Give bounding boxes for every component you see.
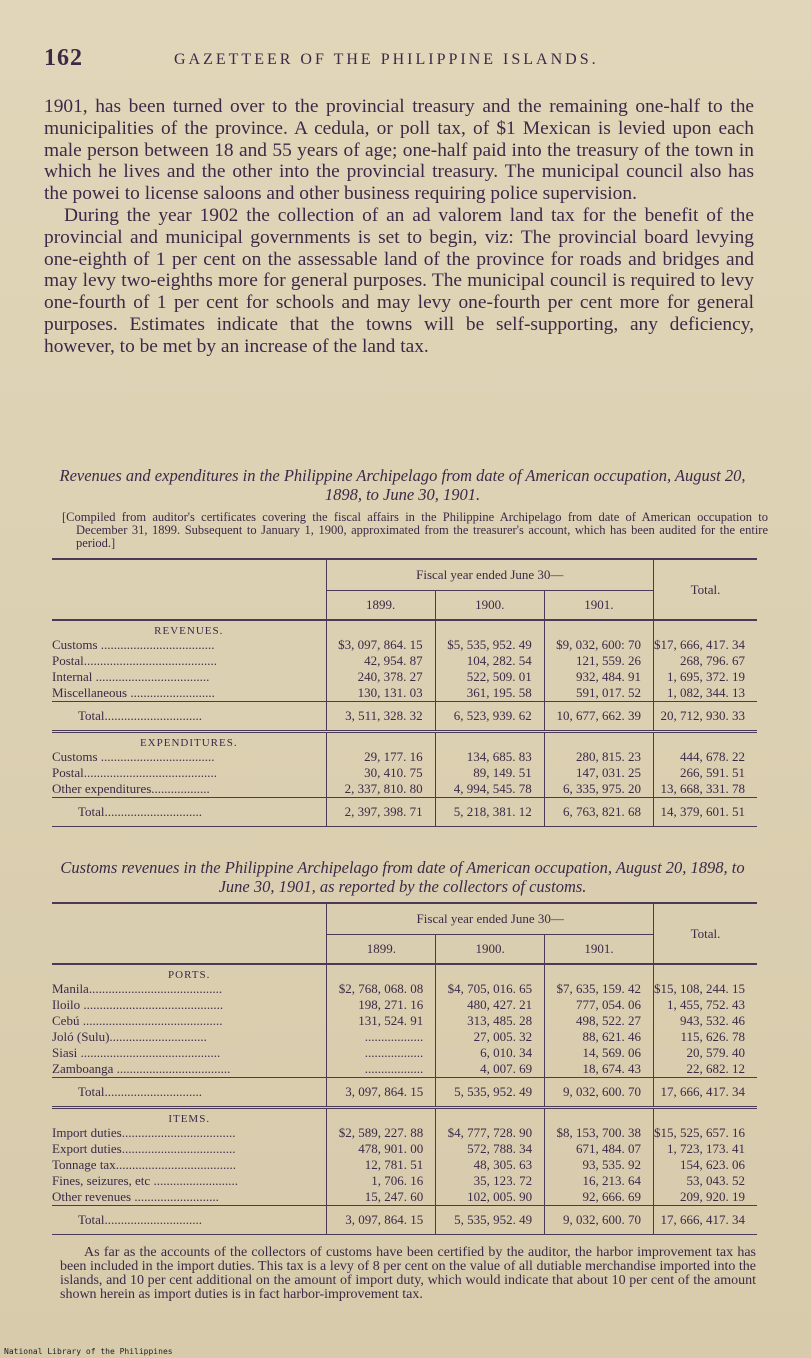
table-row: Joló (Sulu).............................. .................. 27, 005. 32 88, 621. 46 115, 626. 78 (52, 1029, 757, 1045)
table-row: Customs ................................... $3, 097, 864. 15 $5, 535, 952. 49 $9, 032, 600: 70 $17, 666, 417. 34 (52, 637, 757, 653)
table2-group-header: Fiscal year ended June 30— (327, 904, 654, 935)
table2-col-1901: 1901. (545, 935, 654, 965)
table-total-row: Total.............................. 3, 097, 864. 15 5, 535, 952. 49 9, 032, 600. 70 17, 666, 417. 34 (52, 1078, 757, 1108)
table-row: Other revenues .......................... 15, 247. 60 102, 005. 90 92, 666. 69 209, 920. 19 (52, 1189, 757, 1206)
running-header (44, 45, 791, 75)
table1-col-1901: 1901. (544, 591, 653, 621)
table1-note: [Compiled from auditor's certificates covering the fiscal affairs in the Philippine Archipelago from date of American occupation to December 31, 1899. Subsequent to January 1, 1900, approximated from the treasurer's account, which has been audited for the entire period.] (62, 510, 768, 550)
table2-col-1900: 1900. (436, 935, 545, 965)
body-text (44, 96, 754, 358)
table1-col-1899: 1899. (326, 591, 435, 621)
paragraph-1: 1901, has been turned over to the provincial treasury and the remaining one-half to the municipalities of the province. A cedula, or poll tax, of $1 Mexican is levied upon each male person between 18 and 55 years of age; one-half paid into the treasury of the town in which he lives and the other into the provincial treasury. The municipal council also has the powei to license saloons and other business requiring police supervision. (44, 96, 754, 205)
table-row: Internal ................................... 240, 378. 27 522, 509. 01 932, 484. 91 1, 695, 372. 19 (52, 669, 757, 685)
table-total-row: Total.............................. 3, 097, 864. 15 5, 535, 952. 49 9, 032, 600. 70 17, 666, 417. 34 (52, 1206, 757, 1235)
table2-col-1899: 1899. (327, 935, 436, 965)
table-row: Miscellaneous .......................... 130, 131. 03 361, 195. 58 591, 017. 52 1, 082, 344. 13 (52, 685, 757, 702)
running-title: GAZETTEER OF THE PHILIPPINE ISLANDS. (174, 51, 599, 68)
table-row: Tonnage tax..................................... 12, 781. 51 48, 305. 63 93, 535. 92 154, 623. 06 (52, 1157, 757, 1173)
table-row: Siasi ........................................... .................. 6, 010. 34 14, 569. 06 20, 579. 40 (52, 1045, 757, 1061)
table-row: Fines, seizures, etc .......................... 1, 706. 16 35, 123. 72 16, 213. 64 53, 043. 52 (52, 1173, 757, 1189)
table-row: Postal......................................... 30, 410. 75 89, 149. 51 147, 031. 25 266, 591. 51 (52, 765, 757, 781)
section-title-revenues: REVENUES. (154, 625, 224, 637)
table2-total-header: Total. (654, 904, 758, 964)
table-total-row: Total.............................. 3, 511, 328. 32 6, 523, 939. 62 10, 677, 662. 39 20, 712, 930. 33 (52, 702, 757, 732)
table-row: Export duties................................... 478, 901. 00 572, 788. 34 671, 484. 07 1, 723, 173. 41 (52, 1141, 757, 1157)
section-title-items: ITEMS. (168, 1113, 211, 1125)
revenues-expenditures-table (52, 558, 757, 827)
paragraph-2: During the year 1902 the collection of an ad valorem land tax for the benefit of the provincial and municipal governments is set to begin, viz: The provincial board levying one-eighth of 1 per cent on the assessable land of the province for roads and bridges and may levy two-eighths more for general purposes. The municipal council is required to levy one-fourth of 1 per cent for schools and may levy one-fourth per cent more for general purposes. Estimates indicate that the towns will be self-supporting, any deficiency, however, to be met by an increase of the land tax. (44, 204, 754, 357)
table-row: Cebú ........................................... 131, 524. 91 313, 485. 28 498, 522. 27 943, 532. 46 (52, 1013, 757, 1029)
table2-caption: Customs revenues in the Philippine Archipelago from date of American occupation, August 20, 1898, to June 30, 1901, as reported by the collectors of customs. (60, 858, 745, 896)
table-row: Import duties................................... $2, 589, 227. 88 $4, 777, 728. 90 $8, 153, 700. 38 $15, 525, 657. 16 (52, 1125, 757, 1141)
table-row: Manila......................................... $2, 768, 068. 08 $4, 705, 016. 65 $7, 635, 159. 42 $15, 108, 244. 15 (52, 981, 757, 997)
customs-revenues-table (52, 902, 757, 1235)
footnote: As far as the accounts of the collectors of customs have been certified by the auditor, the harbor improvement tax has been included in the import duties. This tax is a levy of 8 per cent on the value of all dutiable merchandise imported into the islands, and 10 per cent additional on the amount of import duty, which would indicate that about 10 per cent of the amount shown herein as import duties is in fact harbor-improvement tax. (60, 1245, 756, 1302)
section-title-ports: PORTS. (168, 969, 211, 981)
table1-total-header: Total. (654, 560, 758, 620)
table1-group-header: Fiscal year ended June 30— (326, 560, 653, 591)
table1-col-1900: 1900. (435, 591, 544, 621)
table-row: Postal......................................... 42, 954. 87 104, 282. 54 121, 559. 26 268, 796. 67 (52, 653, 757, 669)
section-title-expenditures: EXPENDITURES. (139, 737, 238, 749)
table-row: Customs ................................... 29, 177. 16 134, 685. 83 280, 815. 23 444, 678. 22 (52, 749, 757, 765)
table-row: Zamboanga ................................... .................. 4, 007. 69 18, 674. 43 22, 682. 12 (52, 1061, 757, 1078)
table-row: Other expenditures.................. 2, 337, 810. 80 4, 994, 545. 78 6, 335, 975. 20 13, 668, 331. 78 (52, 781, 757, 798)
table-total-row: Total.............................. 2, 397, 398. 71 5, 218, 381. 12 6, 763, 821. 68 14, 379, 601. 51 (52, 798, 757, 827)
table1-caption: Revenues and expenditures in the Philippine Archipelago from date of American occupation, August 20, 1898, to June 30, 1901. (59, 466, 746, 504)
library-credit: National Library of the Philippines (4, 1347, 173, 1356)
page-number: 162 (44, 45, 83, 71)
table-row: Iloilo ........................................... 198, 271. 16 480, 427. 21 777, 054. 06 1, 455, 752. 43 (52, 997, 757, 1013)
